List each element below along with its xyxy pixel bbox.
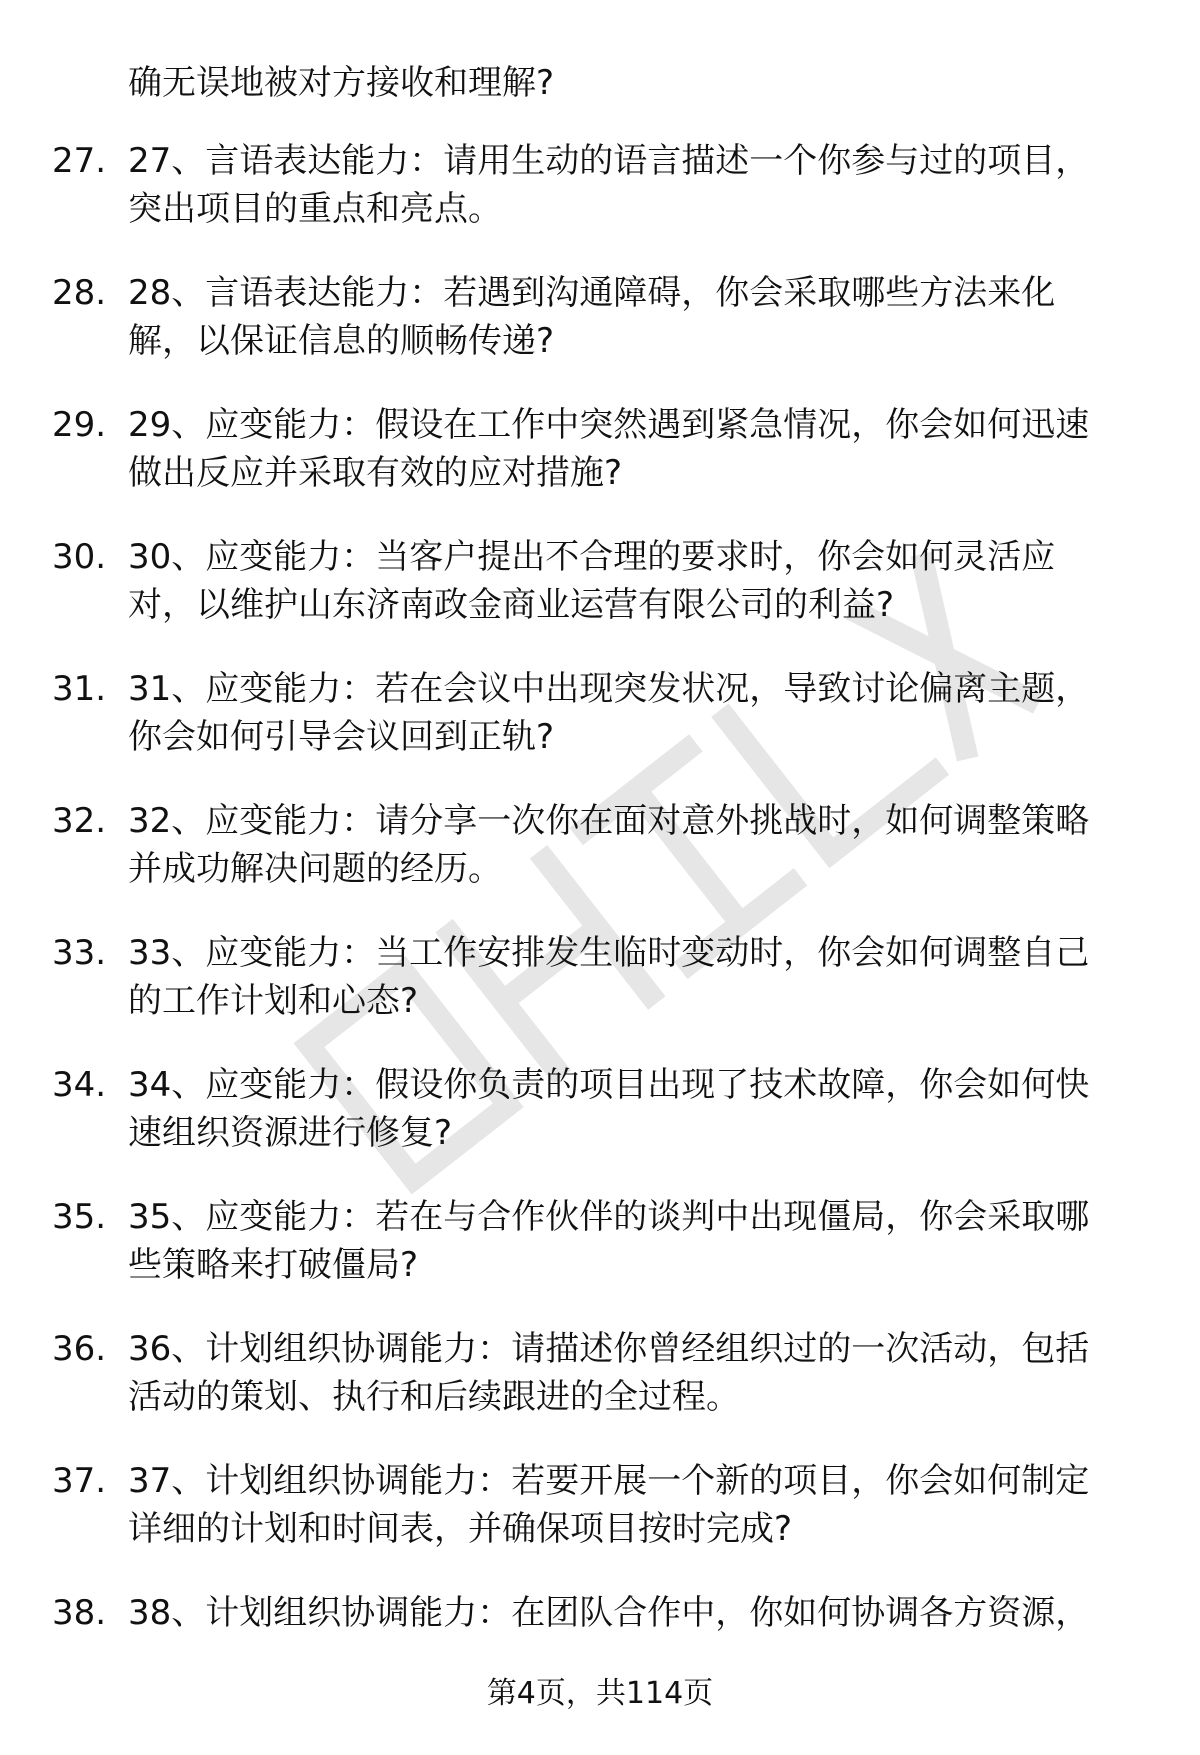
question-text-line-2: 解，以保证信息的顺畅传递? [128, 321, 555, 361]
question-text-line-1: 35、应变能力：若在与合作伙伴的谈判中出现僵局，你会采取哪 [128, 1197, 1090, 1237]
question-text-line-2: 你会如何引导会议回到正轨? [128, 717, 555, 757]
item-number: 33. [52, 933, 107, 973]
question-text-line-1: 29、应变能力：假设在工作中突然遇到紧急情况，你会如何迅速 [128, 405, 1090, 445]
item-number: 36. [52, 1329, 107, 1369]
question-text-line-1: 36、计划组织协调能力：请描述你曾经组织过的一次活动，包括 [128, 1329, 1090, 1369]
question-text-line-1: 33、应变能力：当工作安排发生临时变动时，你会如何调整自己 [128, 933, 1090, 973]
item-number: 27. [52, 141, 107, 181]
question-text-line-1: 37、计划组织协调能力：若要开展一个新的项目，你会如何制定 [128, 1461, 1090, 1501]
list-item [0, 796, 1200, 928]
item-number: 35. [52, 1197, 107, 1237]
question-text-line-1: 27、言语表达能力：请用生动的语言描述一个你参与过的项目， [128, 141, 1090, 181]
question-text-line-2: 速组织资源进行修复? [128, 1113, 453, 1153]
item-number: 28. [52, 273, 107, 313]
question-text-line-2: 活动的策划、执行和后续跟进的全过程。 [128, 1377, 740, 1417]
list-item [0, 1456, 1200, 1588]
question-text-line-2: 对，以维护山东济南政金商业运营有限公司的利益? [128, 585, 895, 625]
list-item [0, 1324, 1200, 1456]
question-text-line-2: 做出反应并采取有效的应对措施? [128, 453, 623, 493]
list-item [0, 1060, 1200, 1192]
question-text-line-1: 30、应变能力：当客户提出不合理的要求时，你会如何灵活应 [128, 537, 1056, 577]
question-text-line-2: 的工作计划和心态? [128, 981, 419, 1021]
item-number: 31. [52, 669, 107, 709]
list-item [0, 928, 1200, 1060]
item-number: 34. [52, 1065, 107, 1105]
question-text-line-1: 28、言语表达能力：若遇到沟通障碍，你会采取哪些方法来化 [128, 273, 1056, 313]
question-text-line-2: 详细的计划和时间表，并确保项目按时完成? [128, 1509, 793, 1549]
question-text-line-2: 突出项目的重点和亮点。 [128, 189, 502, 229]
item-number: 37. [52, 1461, 107, 1501]
list-item [0, 400, 1200, 532]
list-item [0, 532, 1200, 664]
continued-question-text: 确无误地被对方接收和理解? [128, 63, 555, 103]
item-number: 32. [52, 801, 107, 841]
question-list [0, 136, 1200, 1720]
list-item [0, 268, 1200, 400]
question-text-line-2: 并成功解决问题的经历。 [128, 849, 502, 889]
item-number: 38. [52, 1593, 107, 1633]
question-text-line-1: 38、计划组织协调能力：在团队合作中，你如何协调各方资源， [128, 1593, 1090, 1633]
question-text-line-1: 31、应变能力：若在会议中出现突发状况，导致讨论偏离主题， [128, 669, 1090, 709]
list-item [0, 664, 1200, 796]
list-item [0, 1192, 1200, 1324]
item-number: 29. [52, 405, 107, 445]
question-text-line-1: 32、应变能力：请分享一次你在面对意外挑战时，如何调整策略 [128, 801, 1090, 841]
page-footer: 第4页，共114页 [486, 1676, 714, 1711]
list-item [0, 136, 1200, 268]
question-text-line-2: 些策略来打破僵局? [128, 1245, 419, 1285]
item-number: 30. [52, 537, 107, 577]
question-text-line-1: 34、应变能力：假设你负责的项目出现了技术故障，你会如何快 [128, 1065, 1090, 1105]
